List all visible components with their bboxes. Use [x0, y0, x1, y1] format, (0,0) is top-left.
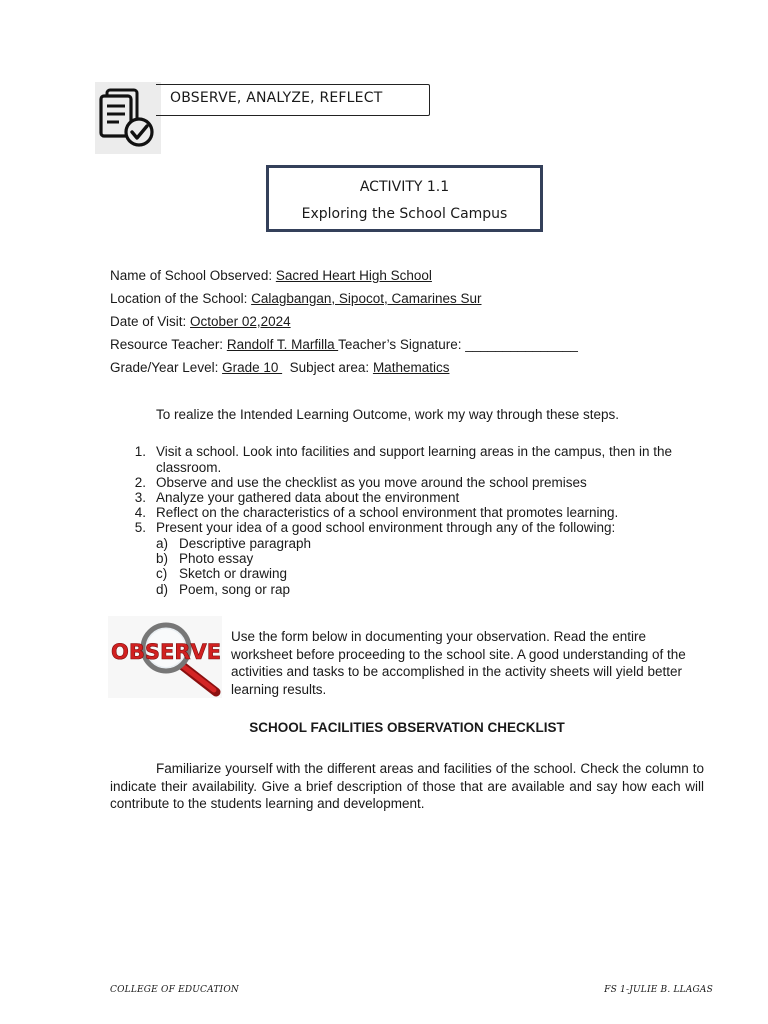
option-letter: a): [156, 536, 169, 551]
resource-teacher-field: [110, 337, 578, 352]
option-text: Descriptive paragraph: [179, 536, 312, 551]
grade-label: Grade/Year Level:: [110, 360, 223, 375]
option-text: Poem, song or rap: [179, 582, 291, 597]
checklist-title: SCHOOL FACILITIES OBSERVATION CHECKLIST: [249, 720, 565, 735]
checklist-instructions: Familiarize yourself with the different areas and facilities of the school. Check the column to indicate their availability. Give a brief description of those that are available and say how each will contribute to the students learning and development.: [110, 761, 704, 811]
option-letter: c): [156, 566, 168, 581]
footer-left: COLLEGE OF EDUCATION: [110, 985, 239, 995]
observe-magnifier-graphic: [108, 616, 222, 698]
option-text: Photo essay: [179, 551, 254, 566]
school-location-field: [110, 291, 482, 306]
step-text: Observe and use the checklist as you move around the school premises: [156, 475, 587, 490]
observe-instructions: Use the form below in documenting your observation. Read the entire worksheet before proceeding to the school site. A good understanding of the activities and tasks to be accomplished in the activity sheets will yield better learning results.: [231, 629, 686, 697]
school-name-label: Name of School Observed:: [110, 268, 276, 283]
step-text: Present your idea of a good school environment through any of the following:: [156, 520, 616, 535]
step-number: 2.: [134, 475, 146, 490]
step-number: 1.: [134, 444, 146, 459]
observe-graphic-word: OBSERVE: [111, 640, 222, 664]
date-label: Date of Visit:: [110, 314, 191, 329]
banner-title: OBSERVE, ANALYZE, REFLECT: [170, 90, 383, 106]
step-text: Analyze your gathered data about the environment: [156, 490, 460, 505]
option-letter: d): [156, 582, 169, 597]
school-name-value: Sacred Heart High School: [275, 268, 432, 283]
location-label: Location of the School:: [110, 291, 252, 306]
school-name-field: [110, 268, 432, 283]
subject-label: Subject area:: [282, 360, 373, 375]
step-number: 3.: [134, 490, 146, 505]
grade-subject-field: [110, 360, 449, 375]
date-value: October 02,2024: [190, 314, 291, 329]
teacher-label: Resource Teacher:: [110, 337, 227, 352]
grade-value: Grade 10: [222, 360, 283, 375]
option-text: Sketch or drawing: [179, 566, 288, 581]
step-number: 5.: [134, 520, 146, 535]
subject-value: Mathematics: [372, 360, 450, 375]
intro-paragraph: To realize the Intended Learning Outcome, work my way through these steps.: [156, 407, 620, 422]
location-value: Calagbangan, Sipocot, Camarines Sur: [251, 291, 482, 306]
option-letter: b): [156, 551, 169, 566]
visit-date-field: [110, 314, 291, 329]
footer-right: FS 1-JULIE B. LLAGAS: [604, 985, 713, 995]
step-number: 4.: [134, 505, 146, 520]
step-text: Reflect on the characteristics of a school environment that promotes learning.: [156, 505, 619, 520]
checklist-document-icon: [95, 82, 161, 154]
teacher-value: Randolf T. Marfilla: [226, 337, 339, 352]
list-item: [132, 444, 704, 475]
activity-title: Exploring the School Campus: [301, 206, 508, 222]
activity-title-box: [266, 165, 543, 232]
signature-line: _______________: [465, 337, 578, 352]
signature-label: Teacher’s Signature:: [338, 337, 466, 352]
step-text: Visit a school. Look into facilities and support learning areas in the campus, then in the classroom.: [156, 444, 673, 475]
activity-number: ACTIVITY 1.1: [359, 179, 450, 195]
